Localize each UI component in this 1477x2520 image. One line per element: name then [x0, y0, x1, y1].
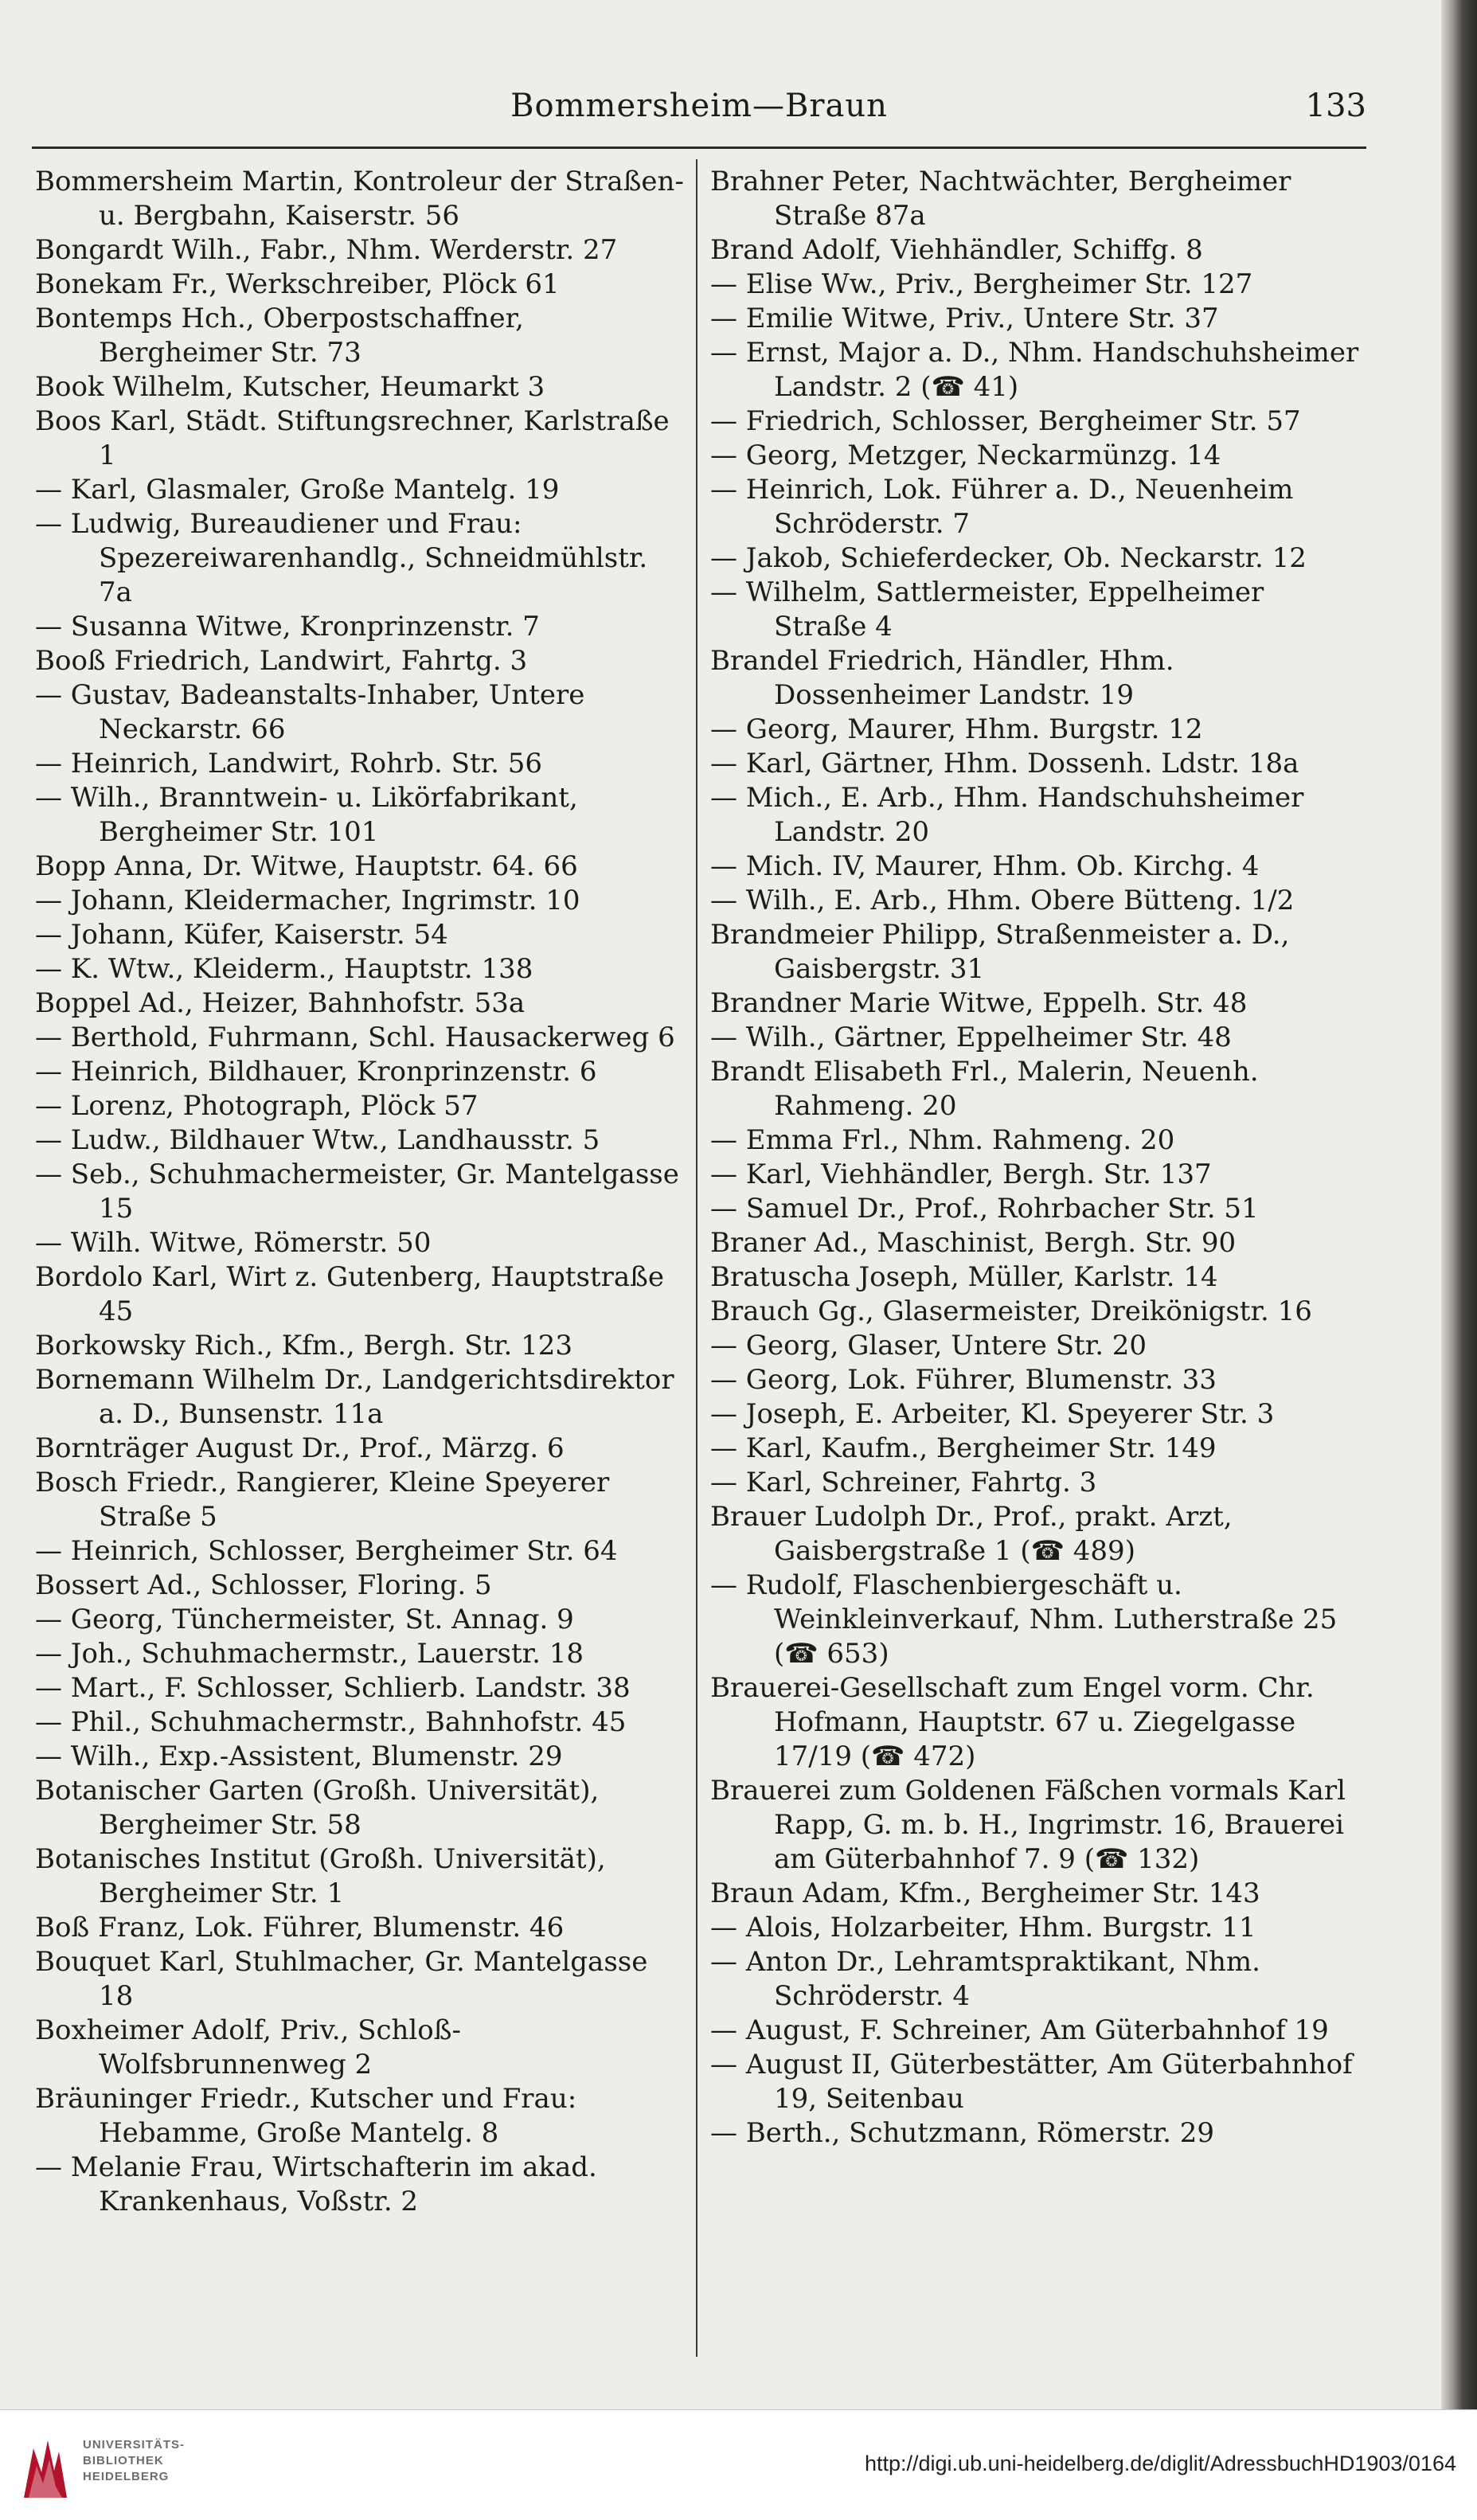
directory-entry: Brauerei zum Goldenen Fäßchen vormals Karl Rapp, G. m. b. H., Ingrimstr. 16, Brauerei am Güterbahnhof 7. 9 (☎ 132) [710, 1775, 1346, 1875]
directory-entry: — August, F. Schreiner, Am Güterbahnhof 19 [710, 2014, 1329, 2046]
directory-entry: Brauer Ludolph Dr., Prof., prakt. Arzt, Gaisbergstraße 1 (☎ 489) [710, 1501, 1233, 1567]
directory-entry: Bopp Anna, Dr. Witwe, Hauptstr. 64. 66 [35, 850, 578, 882]
directory-entry: — Georg, Glaser, Untere Str. 20 [710, 1330, 1147, 1362]
directory-entry: — Wilh., E. Arb., Hhm. Obere Bütteng. 1/2 [710, 885, 1295, 916]
directory-entry: — Friedrich, Schlosser, Bergheimer Str. 57 [710, 405, 1301, 437]
directory-entry: Bontemps Hch., Oberpostschaffner, Bergheimer Str. 73 [35, 303, 524, 369]
directory-entry: — Seb., Schuhmachermeister, Gr. Mantelgasse 15 [35, 1158, 679, 1225]
left-column [35, 165, 686, 2362]
directory-entry: — Samuel Dr., Prof., Rohrbacher Str. 51 [710, 1193, 1259, 1225]
directory-entry: — Georg, Maurer, Hhm. Burgstr. 12 [710, 713, 1203, 745]
directory-entry: Borkowsky Rich., Kfm., Bergh. Str. 123 [35, 1330, 573, 1362]
directory-entry: Boß Franz, Lok. Führer, Blumenstr. 46 [35, 1912, 565, 1944]
directory-entry: Brandt Elisabeth Frl., Malerin, Neuenh. Rahmeng. 20 [710, 1056, 1259, 1122]
directory-entry: Braun Adam, Kfm., Bergheimer Str. 143 [710, 1877, 1260, 1909]
directory-entry: Braner Ad., Maschinist, Bergh. Str. 90 [710, 1227, 1237, 1259]
directory-entry: Bommersheim Martin, Kontroleur der Straßen- u. Bergbahn, Kaiserstr. 56 [35, 166, 684, 232]
directory-entry: Boxheimer Adolf, Priv., Schloß-Wolfsbrunnenweg 2 [35, 2014, 461, 2080]
directory-entry: Brauch Gg., Glasermeister, Dreikönigstr. 16 [710, 1295, 1312, 1327]
directory-entry: — Susanna Witwe, Kronprinzenstr. 7 [35, 611, 540, 643]
directory-entry: Boppel Ad., Heizer, Bahnhofstr. 53a [35, 987, 526, 1019]
directory-entry: Booß Friedrich, Landwirt, Fahrtg. 3 [35, 645, 528, 677]
directory-entry: Brandner Marie Witwe, Eppelh. Str. 48 [710, 987, 1248, 1019]
directory-entry: — Georg, Metzger, Neckarmünzg. 14 [710, 440, 1221, 471]
directory-entry: — Heinrich, Lok. Führer a. D., Neuenheim Schröderstr. 7 [710, 474, 1294, 540]
directory-entry: Brand Adolf, Viehhändler, Schiffg. 8 [710, 234, 1203, 266]
directory-entry: — Joh., Schuhmachermstr., Lauerstr. 18 [35, 1638, 584, 1670]
directory-entry: Book Wilhelm, Kutscher, Heumarkt 3 [35, 371, 545, 403]
directory-entry: — Karl, Glasmaler, Große Mantelg. 19 [35, 474, 560, 506]
directory-entry: — Rudolf, Flaschenbiergeschäft u. Weinkleinverkauf, Nhm. Lutherstraße 25 (☎ 653) [710, 1569, 1338, 1670]
directory-entry: Botanischer Garten (Großh. Universität), Bergheimer Str. 58 [35, 1775, 600, 1841]
column-divider [696, 159, 697, 2357]
directory-entry: — Johann, Kleidermacher, Ingrimstr. 10 [35, 885, 580, 916]
directory-entry: — Heinrich, Landwirt, Rohrb. Str. 56 [35, 748, 543, 779]
page-number: 133 [1305, 88, 1366, 124]
directory-entry: — Karl, Viehhändler, Bergh. Str. 137 [710, 1158, 1212, 1190]
directory-entry: Brauerei-Gesellschaft zum Engel vorm. Chr. Hofmann, Hauptstr. 67 u. Ziegelgasse 17/19 (☎ 472) [710, 1672, 1315, 1772]
directory-entry: — Emilie Witwe, Priv., Untere Str. 37 [710, 303, 1219, 334]
directory-entry: — Jakob, Schieferdecker, Ob. Neckarstr. 12 [710, 542, 1307, 574]
directory-entry: Brandel Friedrich, Händler, Hhm. Dossenheimer Landstr. 19 [710, 645, 1174, 711]
directory-entry: — Mich. IV, Maurer, Hhm. Ob. Kirchg. 4 [710, 850, 1260, 882]
directory-entry: Bornträger August Dr., Prof., Märzg. 6 [35, 1432, 565, 1464]
logo-line: UNIVERSITÄTS- [83, 2438, 186, 2452]
source-url-link[interactable]: http://digi.ub.uni-heidelberg.de/diglit/AdressbuchHD1903/0164 [864, 2452, 1456, 2475]
directory-entry: — Anton Dr., Lehramtspraktikant, Nhm. Schröderstr. 4 [710, 1946, 1260, 2012]
directory-entry: Bordolo Karl, Wirt z. Gutenberg, Hauptstraße 45 [35, 1261, 664, 1327]
directory-entry: — Wilh. Witwe, Römerstr. 50 [35, 1227, 432, 1259]
directory-entry: — Lorenz, Photograph, Plöck 57 [35, 1090, 479, 1122]
directory-entry: — Ludwig, Bureaudiener und Frau: Spezereiwarenhandlg., Schneidmühlstr. 7a [35, 508, 648, 608]
directory-entry: Botanisches Institut (Großh. Universität), Bergheimer Str. 1 [35, 1843, 606, 1909]
right-column [710, 165, 1362, 2362]
directory-entry: Bossert Ad., Schlosser, Floring. 5 [35, 1569, 492, 1601]
scan-edge [1441, 0, 1477, 2409]
directory-entry: Brandmeier Philipp, Straßenmeister a. D., Gaisbergstr. 31 [710, 919, 1290, 985]
page-title: Bommersheim—Braun [510, 88, 888, 124]
directory-entry: — Mart., F. Schlosser, Schlierb. Landstr. 38 [35, 1672, 631, 1704]
directory-entry: — Heinrich, Schlosser, Bergheimer Str. 64 [35, 1535, 618, 1567]
footer-bar [0, 2409, 1477, 2520]
directory-entry: Bräuninger Friedr., Kutscher und Frau: Hebamme, Große Mantelg. 8 [35, 2083, 577, 2149]
directory-entry: Bonekam Fr., Werkschreiber, Plöck 61 [35, 268, 560, 300]
university-library-logo-icon [18, 2424, 73, 2504]
directory-entry: — Berth., Schutzmann, Römerstr. 29 [710, 2117, 1214, 2149]
directory-entry: — Phil., Schuhmachermstr., Bahnhofstr. 45 [35, 1706, 627, 1738]
directory-entry: — Joseph, E. Arbeiter, Kl. Speyerer Str. 3 [710, 1398, 1275, 1430]
directory-entry: — Wilh., Exp.-Assistent, Blumenstr. 29 [35, 1741, 563, 1772]
directory-entry: Bratuscha Joseph, Müller, Karlstr. 14 [710, 1261, 1218, 1293]
directory-entry: — Johann, Küfer, Kaiserstr. 54 [35, 919, 448, 951]
directory-entry: — Georg, Tünchermeister, St. Annag. 9 [35, 1604, 574, 1635]
directory-entry: — Karl, Schreiner, Fahrtg. 3 [710, 1467, 1097, 1498]
header-rule [32, 147, 1366, 149]
directory-entry: — Elise Ww., Priv., Bergheimer Str. 127 [710, 268, 1253, 300]
directory-entry: Bongardt Wilh., Fabr., Nhm. Werderstr. 27 [35, 234, 618, 266]
directory-entry: — K. Wtw., Kleiderm., Hauptstr. 138 [35, 953, 533, 985]
directory-entry: Bornemann Wilhelm Dr., Landgerichtsdirektor a. D., Bunsenstr. 11a [35, 1364, 674, 1430]
directory-entry: Boos Karl, Städt. Stiftungsrechner, Karlstraße 1 [35, 405, 670, 471]
logo-line: HEIDELBERG [83, 2470, 170, 2483]
directory-entry: — Karl, Kaufm., Bergheimer Str. 149 [710, 1432, 1217, 1464]
directory-entry: — Alois, Holzarbeiter, Hhm. Burgstr. 11 [710, 1912, 1256, 1944]
library-logo-text [83, 2437, 185, 2485]
logo-line: BIBLIOTHEK [83, 2454, 164, 2467]
directory-entry: — Heinrich, Bildhauer, Kronprinzenstr. 6 [35, 1056, 597, 1088]
directory-entry: — Karl, Gärtner, Hhm. Dossenh. Ldstr. 18a [710, 748, 1299, 779]
directory-entry: — Emma Frl., Nhm. Rahmeng. 20 [710, 1124, 1175, 1156]
directory-entry: — Gustav, Badeanstalts-Inhaber, Untere Neckarstr. 66 [35, 679, 585, 745]
directory-entry: — Wilhelm, Sattlermeister, Eppelheimer Straße 4 [710, 576, 1264, 643]
page-header [32, 76, 1366, 143]
directory-entry: — Wilh., Branntwein- u. Likörfabrikant, Bergheimer Str. 101 [35, 782, 578, 848]
directory-entry: Bosch Friedr., Rangierer, Kleine Speyerer Straße 5 [35, 1467, 610, 1533]
directory-entry: — Mich., E. Arb., Hhm. Handschuhsheimer Landstr. 20 [710, 782, 1304, 848]
directory-entry: — Ludw., Bildhauer Wtw., Landhausstr. 5 [35, 1124, 600, 1156]
directory-entry: — Berthold, Fuhrmann, Schl. Hausackerweg 6 [35, 1022, 675, 1053]
directory-entry: — August II, Güterbestätter, Am Güterbahnhof 19, Seitenbau [710, 2049, 1353, 2115]
directory-entry: — Melanie Frau, Wirtschafterin im akad. Krankenhaus, Voßstr. 2 [35, 2151, 597, 2217]
directory-entry: — Georg, Lok. Führer, Blumenstr. 33 [710, 1364, 1217, 1396]
directory-entry: — Wilh., Gärtner, Eppelheimer Str. 48 [710, 1022, 1232, 1053]
directory-entry: Bouquet Karl, Stuhlmacher, Gr. Mantelgasse 18 [35, 1946, 648, 2012]
directory-entry: — Ernst, Major a. D., Nhm. Handschuhsheimer Landstr. 2 (☎ 41) [710, 337, 1359, 403]
directory-entry: Brahner Peter, Nachtwächter, Bergheimer Straße 87a [710, 166, 1291, 232]
